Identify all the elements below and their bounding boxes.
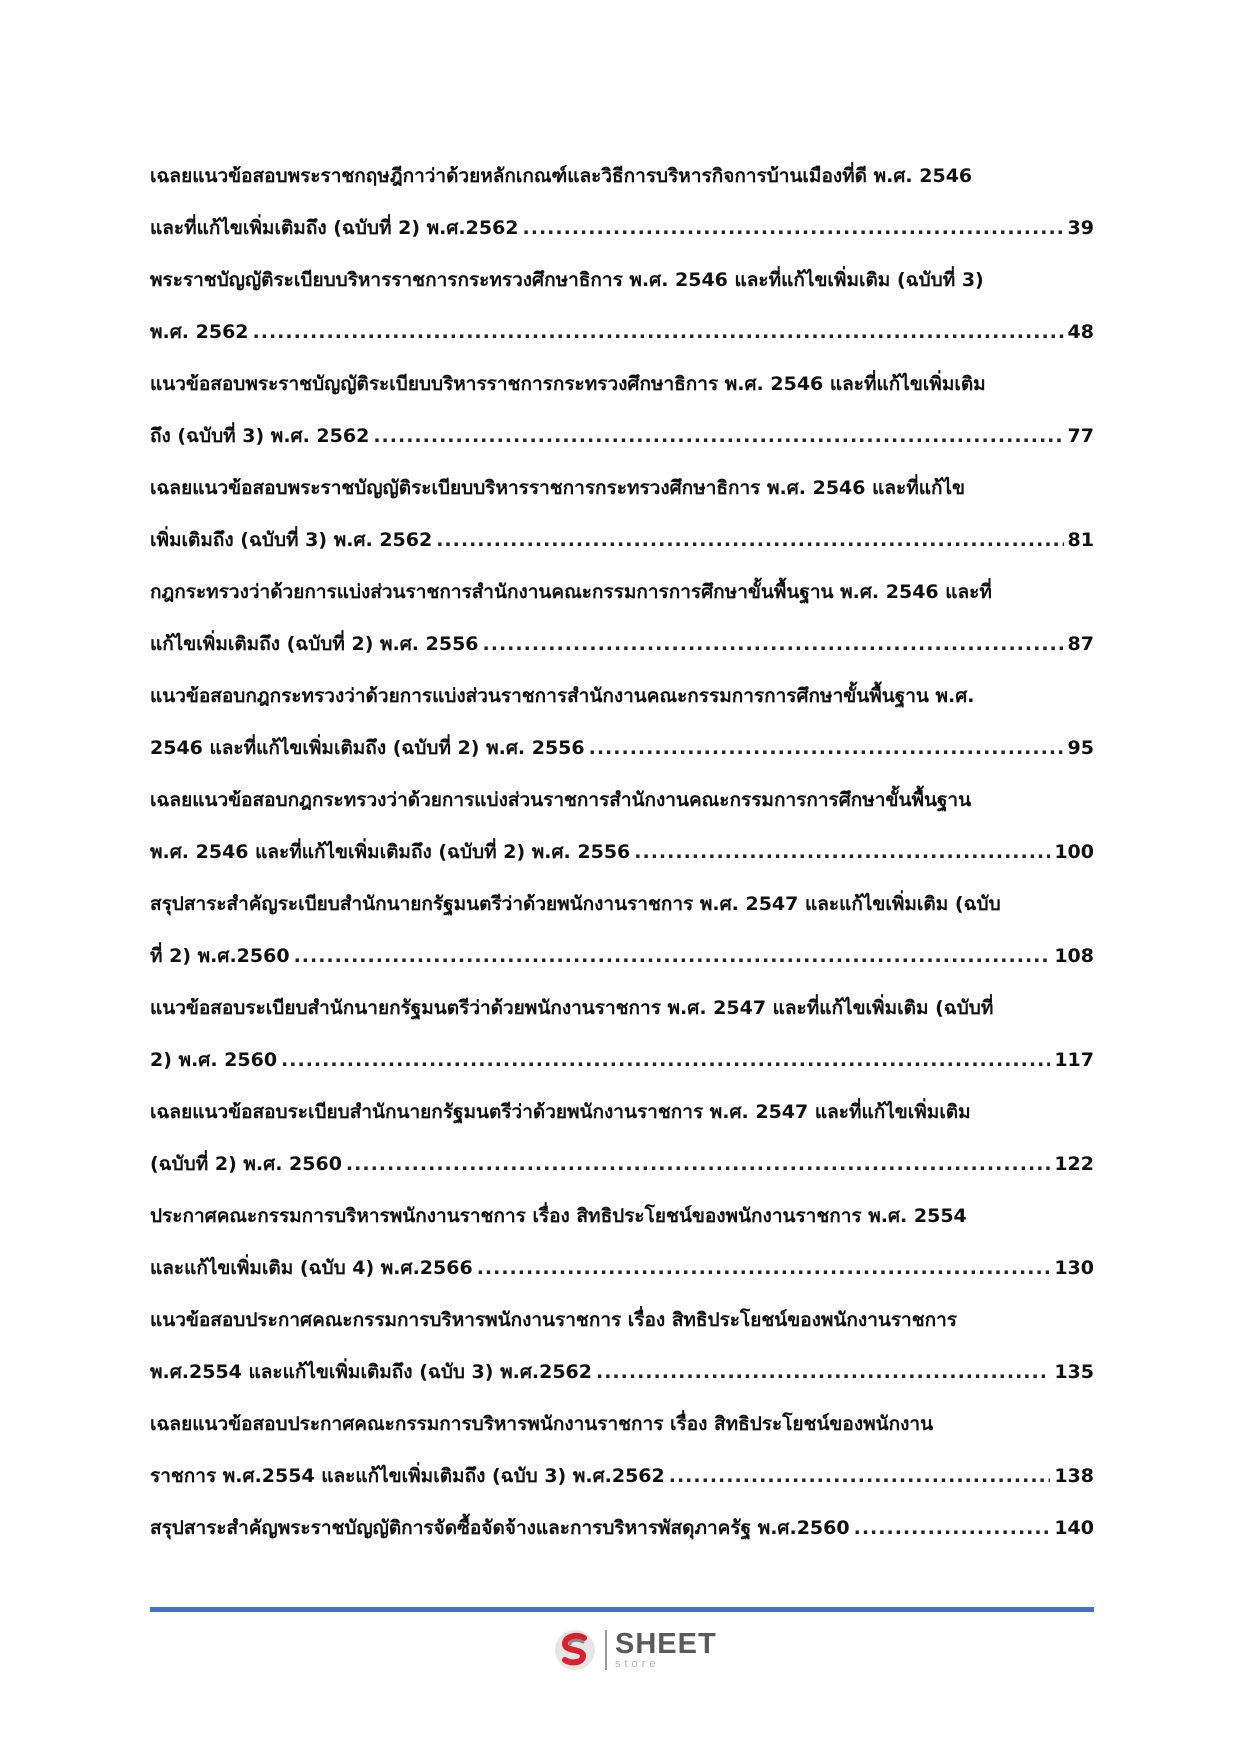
toc-entry-title-line2: ถึง (ฉบับที่ 3) พ.ศ. 2562 (150, 425, 370, 447)
toc-entry-title-line2: 2) พ.ศ. 2560 (150, 1049, 278, 1071)
dot-leader (523, 202, 1064, 254)
toc-entry-title-line2: พ.ศ.2554 และแก้ไขเพิ่มเติมถึง (ฉบับ 3) พ.ศ.2562 (150, 1361, 592, 1383)
logo-wordmark: SHEET (615, 1628, 717, 1660)
toc-entry[interactable] (150, 670, 1094, 774)
toc-entry-title-line1: พระราชบัญญัติระเบียบบริหารราชการกระทรวงศึกษาธิการ พ.ศ. 2546 และที่แก้ไขเพิ่มเติม (ฉบับที่ 3) (150, 269, 984, 291)
dot-leader (373, 410, 1063, 462)
toc-entry-title-line2: ราชการ พ.ศ.2554 และแก้ไขเพิ่มเติมถึง (ฉบับ 3) พ.ศ.2562 (150, 1465, 665, 1487)
toc-entry-title-line1: เฉลยแนวข้อสอบประกาศคณะกรรมการบริหารพนักงานราชการ เรื่อง สิทธิประโยชน์ของพนักงาน (150, 1413, 934, 1435)
toc-entry-title-line1: เฉลยแนวข้อสอบระเบียบสำนักนายกรัฐมนตรีว่าด้วยพนักงานราชการ พ.ศ. 2547 และที่แก้ไขเพิ่มเติม (150, 1101, 971, 1123)
toc-entry[interactable] (150, 566, 1094, 670)
logo-separator (605, 1630, 607, 1670)
dot-leader (346, 1138, 1050, 1190)
toc-entry-title-line1: ประกาศคณะกรรมการบริหารพนักงานราชการ เรื่อง สิทธิประโยชน์ของพนักงานราชการ พ.ศ. 2554 (150, 1205, 967, 1227)
toc-entry-title-line1: แนวข้อสอบระเบียบสำนักนายกรัฐมนตรีว่าด้วยพนักงานราชการ พ.ศ. 2547 และที่แก้ไขเพิ่มเติม (ฉบับที่ (150, 997, 994, 1019)
toc-entry[interactable] (150, 462, 1094, 566)
toc-entry[interactable] (150, 1294, 1094, 1398)
dot-leader (294, 930, 1051, 982)
toc-entry[interactable] (150, 1502, 1094, 1554)
toc-page-number: 81 (1067, 529, 1094, 551)
toc-entry-title-line1: แนวข้อสอบพระราชบัญญัติระเบียบบริหารราชการกระทรวงศึกษาธิการ พ.ศ. 2546 และที่แก้ไขเพิ่มเติม (150, 373, 986, 395)
toc-page-number: 135 (1054, 1361, 1094, 1383)
dot-leader (669, 1450, 1051, 1502)
toc-entry-title-line2: เพิ่มเติมถึง (ฉบับที่ 3) พ.ศ. 2562 (150, 529, 433, 551)
toc-entry-title-line1: เฉลยแนวข้อสอบพระราชบัญญัติระเบียบบริหารราชการกระทรวงศึกษาธิการ พ.ศ. 2546 และที่แก้ไข (150, 477, 966, 499)
dot-leader (477, 1242, 1051, 1294)
toc-entry[interactable] (150, 1190, 1094, 1294)
toc-page-number: 130 (1054, 1257, 1094, 1279)
sheet-store-logo-icon (553, 1628, 597, 1672)
toc-entry-title-line2: (ฉบับที่ 2) พ.ศ. 2560 (150, 1153, 342, 1175)
toc-entry-title-line2: 2546 และที่แก้ไขเพิ่มเติมถึง (ฉบับที่ 2) พ.ศ. 2556 (150, 737, 585, 759)
toc-entry-title-line1: เฉลยแนวข้อสอบพระราชกฤษฎีกาว่าด้วยหลักเกณฑ์และวิธีการบริหารกิจการบ้านเมืองที่ดี พ.ศ. 2546 (150, 165, 973, 187)
dot-leader (281, 1034, 1050, 1086)
footer-divider (150, 1607, 1094, 1612)
toc-entry[interactable] (150, 878, 1094, 982)
toc-page-number: 48 (1067, 321, 1094, 343)
toc-entry-title: สรุปสาระสำคัญพระราชบัญญัติการจัดซื้อจัดจ้างและการบริหารพัสดุภาครัฐ พ.ศ.2560 (150, 1517, 850, 1539)
toc-entry-title-line2: แก้ไขเพิ่มเติมถึง (ฉบับที่ 2) พ.ศ. 2556 (150, 633, 479, 655)
dot-leader (436, 514, 1063, 566)
dot-leader (854, 1502, 1051, 1554)
toc-page-number: 108 (1054, 945, 1094, 967)
dot-leader (483, 618, 1064, 670)
table-of-contents (150, 150, 1094, 1554)
toc-entry-title-line2: ที่ 2) พ.ศ.2560 (150, 945, 290, 967)
toc-entry[interactable] (150, 1398, 1094, 1502)
toc-entry[interactable] (150, 774, 1094, 878)
toc-entry-title-line1: แนวข้อสอบประกาศคณะกรรมการบริหารพนักงานราชการ เรื่อง สิทธิประโยชน์ของพนักงานราชการ (150, 1309, 957, 1331)
toc-entry-title-line2: พ.ศ. 2562 (150, 321, 249, 343)
toc-entry-title-line2: พ.ศ. 2546 และที่แก้ไขเพิ่มเติมถึง (ฉบับที่ 2) พ.ศ. 2556 (150, 841, 631, 863)
toc-entry-title-line1: เฉลยแนวข้อสอบกฎกระทรวงว่าด้วยการแบ่งส่วนราชการสำนักงานคณะกรรมการการศึกษาขั้นพื้นฐาน (150, 789, 972, 811)
toc-page-number: 117 (1054, 1049, 1094, 1071)
toc-entry[interactable] (150, 982, 1094, 1086)
toc-entry-title-line1: กฎกระทรวงว่าด้วยการแบ่งส่วนราชการสำนักงานคณะกรรมการการศึกษาขั้นพื้นฐาน พ.ศ. 2546 และที่ (150, 581, 992, 603)
dot-leader (253, 306, 1064, 358)
toc-page-number: 39 (1067, 217, 1094, 239)
toc-page-number: 100 (1054, 841, 1094, 863)
toc-entry-title-line2: และแก้ไขเพิ่มเติม (ฉบับ 4) พ.ศ.2566 (150, 1257, 473, 1279)
toc-entry[interactable] (150, 254, 1094, 358)
dot-leader (589, 722, 1064, 774)
toc-page-number: 140 (1054, 1517, 1094, 1539)
toc-entry-title-line1: แนวข้อสอบกฎกระทรวงว่าด้วยการแบ่งส่วนราชการสำนักงานคณะกรรมการการศึกษาขั้นพื้นฐาน พ.ศ. (150, 685, 975, 707)
toc-entry[interactable] (150, 358, 1094, 462)
dot-leader (596, 1346, 1050, 1398)
toc-entry-title-line2: และที่แก้ไขเพิ่มเติมถึง (ฉบับที่ 2) พ.ศ.2562 (150, 217, 519, 239)
toc-page-number: 138 (1054, 1465, 1094, 1487)
toc-page-number: 77 (1067, 425, 1094, 447)
toc-entry-title-line1: สรุปสาระสำคัญระเบียบสำนักนายกรัฐมนตรีว่าด้วยพนักงานราชการ พ.ศ. 2547 และแก้ไขเพิ่มเติม (ฉบับ (150, 893, 1001, 915)
logo-subtext: store (615, 1658, 660, 1670)
dot-leader (634, 826, 1050, 878)
toc-page-number: 95 (1067, 737, 1094, 759)
toc-entry[interactable] (150, 150, 1094, 254)
sheet-store-logo (553, 1628, 717, 1672)
toc-page-number: 87 (1067, 633, 1094, 655)
toc-entry[interactable] (150, 1086, 1094, 1190)
toc-page-number: 122 (1054, 1153, 1094, 1175)
